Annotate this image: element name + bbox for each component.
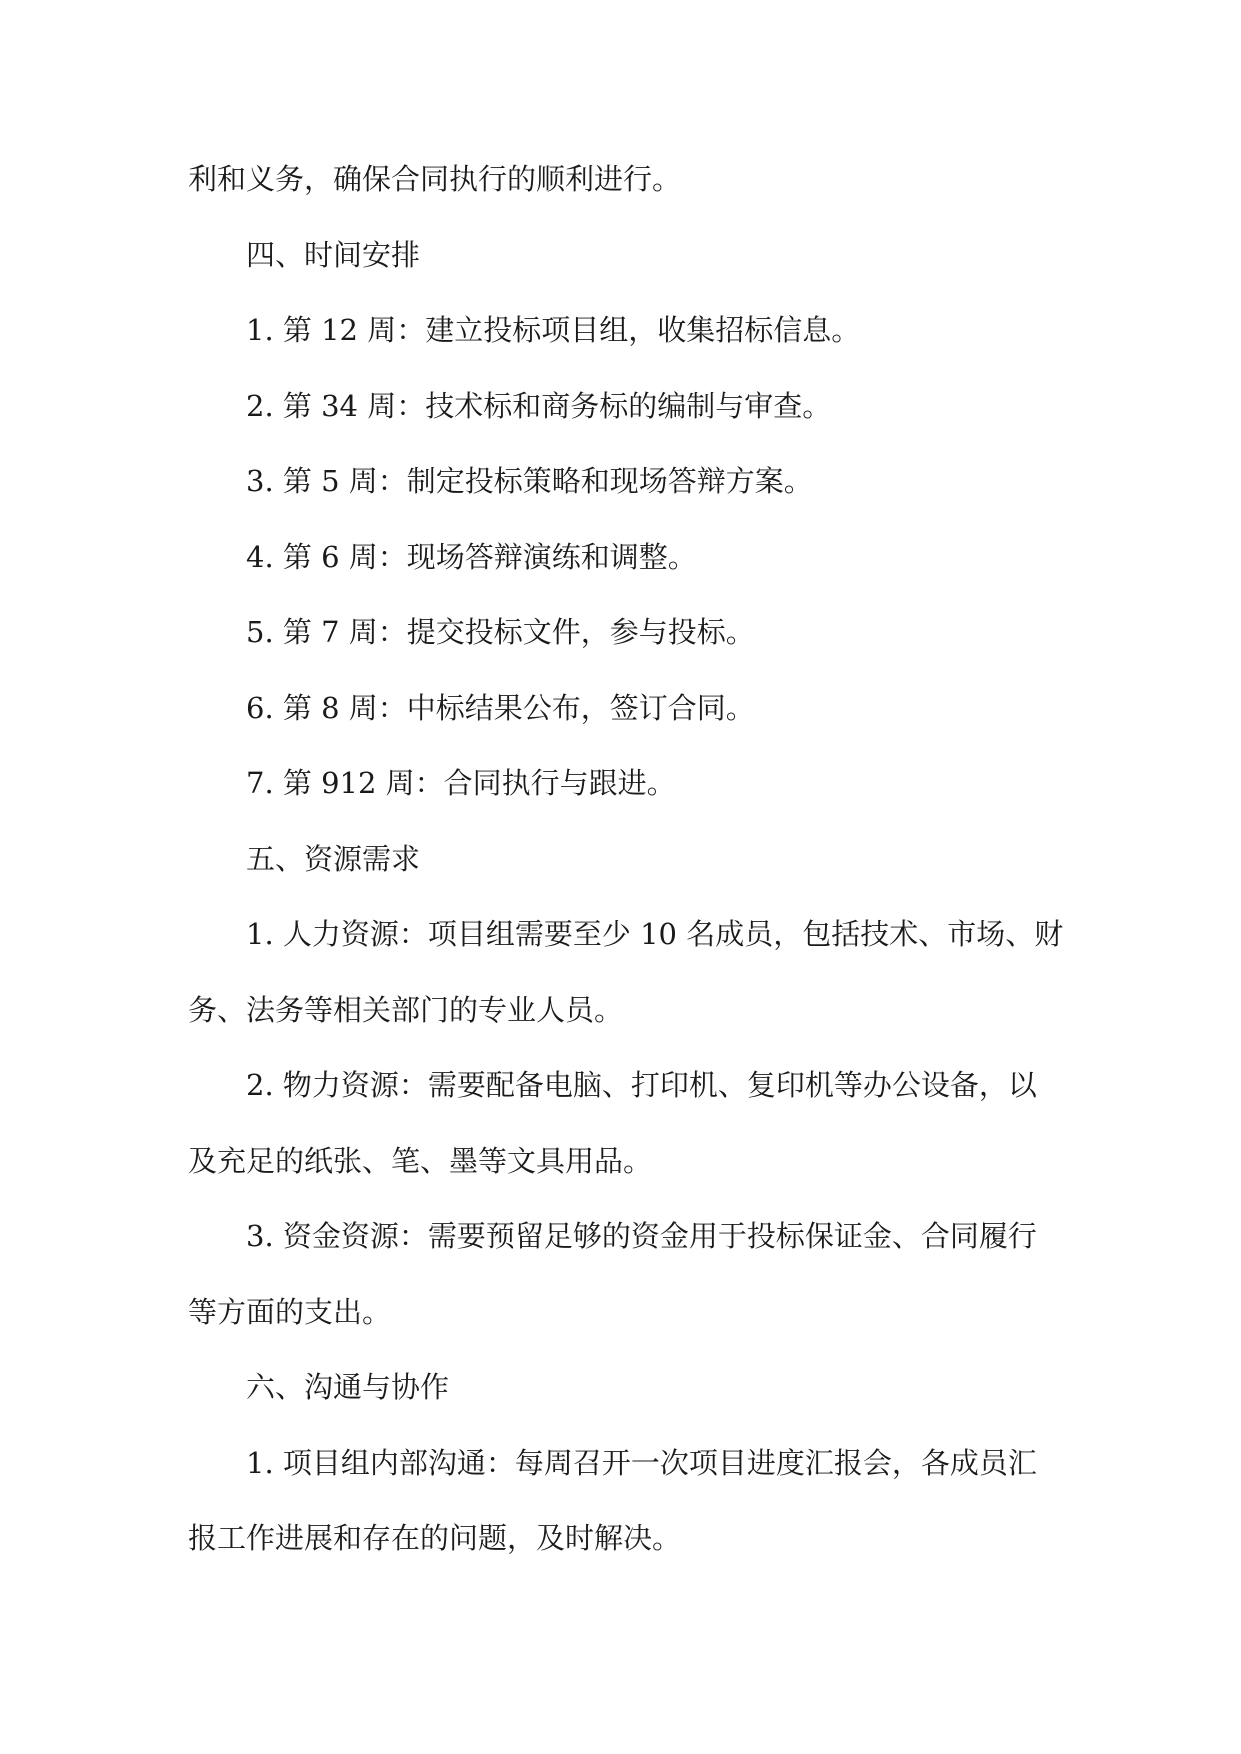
communication-item-continuation: 报工作进展和存在的问题，及时解决。 [188, 1521, 682, 1555]
schedule-item: 7. 第 912 周：合同执行与跟进。 [246, 766, 676, 800]
resource-item-continuation: 等方面的支出。 [188, 1294, 392, 1329]
resource-item-continuation: 及充足的纸张、笔、墨等文具用品。 [188, 1143, 653, 1178]
resource-item: 2. 物力资源：需要配备电脑、打印机、复印机等办公设备，以 [246, 1068, 1037, 1102]
schedule-item: 4. 第 6 周：现场答辩演练和调整。 [246, 539, 697, 574]
section-heading-communication: 六、沟通与协作 [246, 1370, 450, 1404]
resource-item-continuation: 务、法务等相关部门的专业人员。 [188, 992, 624, 1027]
schedule-item: 1. 第 12 周：建立投标项目组，收集招标信息。 [246, 313, 861, 347]
document-body [188, 142, 1064, 1577]
section-heading-schedule: 四、时间安排 [246, 237, 421, 272]
communication-item: 1. 项目组内部沟通：每周召开一次项目进度汇报会，各成员汇 [246, 1445, 1037, 1480]
schedule-item: 3. 第 5 周：制定投标策略和现场答辩方案。 [246, 464, 813, 498]
text-line-continuation: 利和义务，确保合同执行的顺利进行。 [188, 162, 682, 196]
resource-item: 3. 资金资源：需要预留足够的资金用于投标保证金、合同履行 [246, 1219, 1037, 1253]
schedule-item: 6. 第 8 周：中标结果公布，签订合同。 [246, 690, 755, 725]
section-heading-resources: 五、资源需求 [246, 841, 421, 876]
schedule-item: 2. 第 34 周：技术标和商务标的编制与审查。 [246, 388, 832, 423]
resource-item: 1. 人力资源：项目组需要至少 10 名成员，包括技术、市场、财 [246, 917, 1064, 951]
schedule-item: 5. 第 7 周：提交投标文件，参与投标。 [246, 615, 755, 649]
